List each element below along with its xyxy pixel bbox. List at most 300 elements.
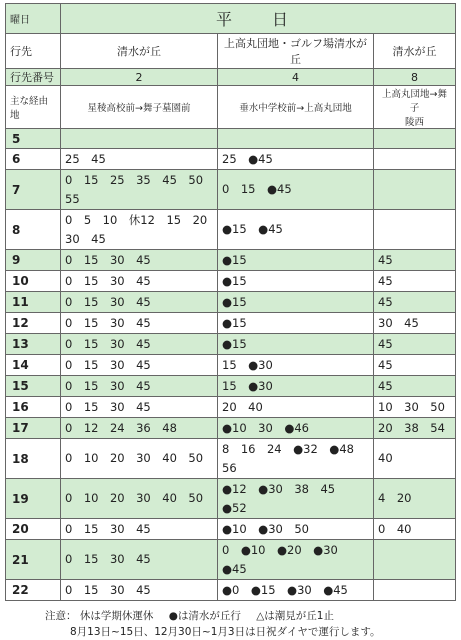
timetable-row-18	[6, 439, 456, 479]
departure-times-route-1	[61, 540, 218, 580]
departure-time: 45	[136, 315, 151, 330]
departure-time: 45	[136, 273, 151, 288]
departure-time: ●15	[222, 294, 247, 309]
departure-time: 45	[320, 481, 336, 496]
footnote-line-2: 8月13日~15日、12月30日~1月3日は日祝ダイヤで運行します。	[70, 626, 381, 638]
departure-times-route-3	[374, 250, 456, 271]
departure-time: 0	[65, 399, 73, 414]
departure-time: 20	[109, 451, 125, 465]
departure-time: 45	[136, 521, 151, 536]
departure-time: 15	[83, 521, 99, 536]
hour-label: 6	[6, 149, 61, 170]
departure-time: 45	[136, 294, 151, 309]
departure-time: 45	[378, 273, 393, 288]
departure-time: ●30	[248, 378, 273, 393]
destination-number-3: 8	[374, 69, 456, 86]
departure-time: 0	[65, 294, 73, 309]
hour-label: 22	[6, 580, 61, 601]
departure-times-route-2	[218, 355, 374, 376]
departure-time: 45	[136, 582, 151, 597]
departure-times-route-3	[374, 149, 456, 170]
hour-label: 12	[6, 313, 61, 334]
hour-label: 19	[6, 479, 61, 519]
departure-times-route-1	[61, 210, 218, 250]
departure-times-route-3	[374, 129, 456, 149]
departure-line	[65, 230, 213, 249]
departure-time: 15	[240, 182, 256, 196]
departure-time: 20	[192, 212, 208, 227]
departure-line	[378, 272, 451, 291]
departure-time: 30	[109, 521, 125, 536]
footnote-triangle-legend: △は潮見が丘1止	[256, 610, 334, 622]
departure-time: 30	[109, 399, 125, 414]
footnote-label: 注意：	[45, 610, 77, 622]
departure-time: 15	[83, 315, 99, 330]
departure-time: 10	[102, 212, 118, 227]
departure-times-route-3	[374, 271, 456, 292]
departure-line	[222, 499, 369, 518]
timetable-row-7	[6, 170, 456, 210]
departure-time: 30	[258, 420, 273, 435]
timetable	[5, 3, 456, 601]
departure-time: 0	[65, 378, 73, 393]
via-col-1: 星稜高校前→舞子墓園前	[61, 86, 218, 129]
departure-time: 0	[65, 451, 73, 465]
departure-line	[222, 356, 369, 375]
departure-line	[222, 541, 369, 560]
departure-time: 50	[294, 521, 309, 536]
departure-times-route-3	[374, 519, 456, 540]
departure-times-route-1	[61, 376, 218, 397]
departure-time: 0	[222, 182, 230, 196]
departure-time: 30	[378, 315, 393, 330]
departure-time: 45	[136, 552, 151, 566]
departure-time: 45	[91, 151, 106, 166]
departure-line	[65, 581, 213, 600]
day-type-value: 平 日	[61, 4, 456, 34]
departure-time: 8	[222, 441, 230, 456]
departure-time: 45	[404, 315, 419, 330]
hour-label: 16	[6, 397, 61, 418]
departure-time: ●45	[323, 582, 348, 597]
via-col-3: 上高丸団地→舞子 陵西	[374, 86, 456, 129]
departure-times-route-1	[61, 519, 218, 540]
destination-number-label: 行先番号	[6, 69, 61, 86]
departure-time: 35	[136, 172, 151, 187]
departure-time: 10	[378, 399, 393, 414]
departure-time: 15	[83, 252, 99, 267]
departure-time: 30	[136, 491, 151, 505]
departure-times-route-3	[374, 170, 456, 210]
departure-time: 45	[378, 294, 393, 309]
departure-time: 30	[109, 582, 125, 597]
hour-label: 13	[6, 334, 61, 355]
departure-time: ●32	[293, 441, 318, 456]
footnote-dot-legend: ●は清水が丘行	[168, 610, 241, 622]
departure-line	[222, 560, 369, 579]
departure-line	[65, 251, 213, 270]
departure-time: ●30	[258, 521, 283, 536]
destination-col-3: 清水が丘	[374, 34, 456, 69]
departure-line	[65, 520, 213, 539]
departure-time: 休12	[128, 212, 155, 227]
departure-time: ●30	[313, 542, 338, 557]
departure-time: 45	[136, 357, 151, 372]
departure-time: 0	[65, 315, 73, 330]
departure-time: 0	[65, 521, 73, 536]
departure-times-route-3	[374, 540, 456, 580]
departure-line	[378, 489, 451, 508]
departure-time: 30	[109, 294, 125, 309]
departure-time: 0	[65, 552, 73, 566]
departure-line	[222, 272, 369, 291]
departure-times-route-1	[61, 479, 218, 519]
departure-time: 45	[136, 399, 151, 414]
departure-time: 15	[83, 172, 99, 187]
timetable-row-17	[6, 418, 456, 439]
departure-time: 0	[65, 252, 73, 267]
departure-line	[378, 293, 451, 312]
departure-line	[65, 190, 213, 209]
departure-time: 30	[109, 252, 125, 267]
timetable-row-14	[6, 355, 456, 376]
departure-times-route-1	[61, 334, 218, 355]
departure-line	[222, 419, 369, 438]
departure-line	[222, 251, 369, 270]
departure-line	[65, 150, 213, 169]
via-label: 主な経由地	[6, 86, 61, 129]
departure-time: 55	[65, 191, 80, 206]
departure-time: 0	[222, 542, 230, 557]
hour-label: 20	[6, 519, 61, 540]
departure-time: 40	[162, 451, 177, 465]
departure-line	[378, 251, 451, 270]
departure-times-route-2	[218, 250, 374, 271]
departure-time: 0	[65, 420, 73, 435]
departure-time: 45	[91, 231, 106, 246]
departure-time: 54	[430, 420, 445, 435]
hour-label: 14	[6, 355, 61, 376]
departure-times-route-2	[218, 519, 374, 540]
departure-times-route-2	[218, 580, 374, 601]
hour-label: 17	[6, 418, 61, 439]
departure-times-route-2	[218, 149, 374, 170]
departure-line	[222, 480, 369, 499]
departure-line	[65, 419, 213, 438]
departure-time: 45	[378, 252, 393, 267]
departure-time: 45	[162, 172, 177, 187]
departure-time: ●12	[222, 481, 247, 496]
departure-time: ●10	[240, 542, 266, 557]
departure-time: 38	[404, 420, 419, 435]
timetable-row-20	[6, 519, 456, 540]
departure-time: ●45	[266, 182, 292, 196]
departure-line	[378, 314, 451, 333]
departure-time: 15	[83, 552, 99, 566]
timetable-row-10	[6, 271, 456, 292]
departure-line	[222, 180, 369, 199]
departure-times-route-1	[61, 313, 218, 334]
departure-times-route-1	[61, 580, 218, 601]
departure-times-route-2	[218, 418, 374, 439]
departure-time: 40	[162, 491, 177, 505]
departure-time: 15	[83, 336, 99, 351]
departure-times-route-3	[374, 397, 456, 418]
departure-line	[65, 314, 213, 333]
departure-times-route-1	[61, 250, 218, 271]
departure-line	[222, 150, 369, 169]
departure-times-route-2	[218, 210, 374, 250]
departure-time: 50	[188, 172, 204, 187]
departure-time: 30	[109, 552, 125, 566]
departure-time: 45	[378, 357, 393, 372]
departure-time: 0	[65, 212, 73, 227]
departure-line	[378, 449, 451, 468]
footnote-line-1	[45, 608, 381, 624]
departure-times-route-3	[374, 334, 456, 355]
timetable-row-12	[6, 313, 456, 334]
departure-time: 45	[136, 378, 151, 393]
departure-line	[222, 459, 369, 478]
departure-time: 0	[65, 336, 73, 351]
departure-time: 24	[266, 441, 282, 456]
departure-times-route-3	[374, 479, 456, 519]
timetable-row-8	[6, 210, 456, 250]
departure-time: 30	[109, 336, 125, 351]
departure-line	[378, 377, 451, 396]
departure-time: 0	[65, 491, 73, 505]
departure-time: 36	[136, 420, 151, 435]
departure-time: 10	[83, 451, 99, 465]
departure-time: ●10	[222, 521, 247, 536]
timetable-row-5	[6, 129, 456, 149]
departure-line	[65, 377, 213, 396]
departure-time: 30	[404, 399, 419, 414]
departure-time: 20	[109, 491, 125, 505]
timetable-row-15	[6, 376, 456, 397]
departure-time: 15	[83, 273, 99, 288]
hour-label: 5	[6, 129, 61, 149]
departure-time: ●15	[222, 252, 247, 267]
departure-times-route-2	[218, 439, 374, 479]
timetable-row-6	[6, 149, 456, 170]
departure-time: 12	[83, 420, 99, 435]
departure-times-route-3	[374, 210, 456, 250]
departure-line	[378, 398, 451, 417]
departure-time: 30	[65, 231, 80, 246]
departure-time: 0	[65, 582, 73, 597]
departure-time: ●0	[222, 582, 240, 597]
departure-time: ●15	[250, 582, 276, 597]
departure-line	[378, 356, 451, 375]
departure-time: 0	[65, 172, 73, 187]
departure-line	[65, 293, 213, 312]
departure-line	[378, 419, 451, 438]
departure-line	[378, 335, 451, 354]
departure-time: ●52	[222, 500, 247, 515]
departure-time: 0	[378, 521, 386, 536]
departure-time: 15	[83, 294, 99, 309]
departure-time: 40	[396, 521, 412, 536]
destination-number-2: 4	[218, 69, 374, 86]
departure-line	[378, 520, 451, 539]
departure-time: 50	[188, 491, 204, 505]
hour-label: 8	[6, 210, 61, 250]
departure-times-route-3	[374, 292, 456, 313]
departure-times-route-3	[374, 355, 456, 376]
departure-time: 30	[109, 357, 125, 372]
departure-time: 15	[222, 378, 237, 393]
departure-time: 15	[166, 212, 182, 227]
via-col-2: 垂水中学校前→上高丸団地	[218, 86, 374, 129]
hour-label: 18	[6, 439, 61, 479]
departure-line	[65, 398, 213, 417]
footnote	[45, 608, 381, 640]
departure-line	[222, 398, 369, 417]
departure-times-route-3	[374, 580, 456, 601]
departure-times-route-1	[61, 149, 218, 170]
hour-label: 15	[6, 376, 61, 397]
departure-line	[65, 171, 213, 190]
departure-time: ●45	[222, 561, 247, 576]
departure-time: 16	[240, 441, 256, 456]
departure-time: 45	[378, 336, 393, 351]
departure-line	[65, 335, 213, 354]
departure-time: 20	[222, 399, 237, 414]
departure-line	[222, 440, 369, 459]
departure-time: 10	[83, 491, 99, 505]
departure-time: ●30	[287, 582, 312, 597]
departure-time: 56	[222, 460, 237, 475]
departure-line	[65, 489, 213, 508]
departure-time: ●46	[284, 420, 309, 435]
departure-times-route-2	[218, 170, 374, 210]
departure-times-route-1	[61, 271, 218, 292]
departure-time: ●45	[258, 222, 283, 236]
timetable-row-16	[6, 397, 456, 418]
departure-times-route-1	[61, 170, 218, 210]
timetable-row-21	[6, 540, 456, 580]
departure-line	[222, 335, 369, 354]
timetable-row-19	[6, 479, 456, 519]
departure-time: ●30	[258, 481, 283, 496]
departure-time: ●20	[277, 542, 302, 557]
departure-time: ●15	[222, 315, 247, 330]
departure-times-route-1	[61, 129, 218, 149]
departure-time: 45	[378, 378, 393, 393]
departure-times-route-2	[218, 376, 374, 397]
departure-times-route-1	[61, 397, 218, 418]
departure-time: 50	[430, 399, 445, 414]
departure-times-route-2	[218, 397, 374, 418]
departure-time: 15	[83, 357, 99, 372]
departure-time: 40	[378, 451, 393, 465]
departure-time: 30	[109, 273, 125, 288]
departure-time: 48	[162, 420, 177, 435]
departure-time: 25	[222, 151, 237, 166]
departure-time: ●15	[222, 336, 247, 351]
departure-times-route-1	[61, 292, 218, 313]
departure-time: 4	[378, 491, 386, 505]
departure-time: 24	[109, 420, 125, 435]
departure-time: 45	[136, 252, 151, 267]
departure-line	[65, 550, 213, 569]
departure-time: 15	[222, 357, 237, 372]
departure-line	[65, 356, 213, 375]
departure-time: 30	[109, 315, 125, 330]
destination-label: 行先	[6, 34, 61, 69]
departure-time: 15	[83, 378, 99, 393]
departure-time: 20	[396, 491, 412, 505]
departure-time: 15	[83, 399, 99, 414]
departure-times-route-2	[218, 479, 374, 519]
departure-line	[65, 211, 213, 230]
departure-times-route-1	[61, 355, 218, 376]
departure-times-route-2	[218, 313, 374, 334]
hour-label: 9	[6, 250, 61, 271]
destination-col-1: 清水が丘	[61, 34, 218, 69]
departure-time: 40	[248, 399, 263, 414]
departure-times-route-3	[374, 418, 456, 439]
departure-line	[65, 272, 213, 291]
departure-line	[222, 520, 369, 539]
departure-times-route-3	[374, 376, 456, 397]
departure-times-route-2	[218, 540, 374, 580]
departure-time: 0	[65, 273, 73, 288]
timetable-row-13	[6, 334, 456, 355]
footnote-closed: 休は学期休運休	[79, 610, 154, 622]
departure-time: ●48	[329, 441, 354, 456]
departure-time: ●15	[222, 222, 247, 236]
departure-times-route-2	[218, 334, 374, 355]
departure-time: 20	[378, 420, 393, 435]
hour-label: 11	[6, 292, 61, 313]
hour-label: 10	[6, 271, 61, 292]
departure-time: 30	[136, 451, 151, 465]
departure-time: 5	[83, 212, 92, 227]
departure-times-route-3	[374, 439, 456, 479]
timetable-row-22	[6, 580, 456, 601]
departure-time: 50	[188, 451, 204, 465]
departure-line	[222, 314, 369, 333]
day-type-label: 曜日	[6, 4, 61, 34]
departure-time: 15	[83, 582, 99, 597]
departure-time: 25	[109, 172, 125, 187]
departure-times-route-1	[61, 439, 218, 479]
departure-time: 45	[136, 336, 151, 351]
departure-line	[65, 449, 213, 468]
timetable-row-9	[6, 250, 456, 271]
departure-time: 25	[65, 151, 80, 166]
departure-line	[222, 293, 369, 312]
departure-time: ●30	[248, 357, 273, 372]
departure-time: ●45	[248, 151, 273, 166]
departure-time: ●10	[222, 420, 247, 435]
hour-label: 7	[6, 170, 61, 210]
departure-times-route-2	[218, 271, 374, 292]
departure-line	[222, 220, 369, 239]
departure-times-route-1	[61, 418, 218, 439]
departure-line	[222, 581, 369, 600]
departure-times-route-2	[218, 129, 374, 149]
timetable-sheet	[5, 3, 456, 601]
departure-times-route-3	[374, 313, 456, 334]
departure-time: 30	[109, 378, 125, 393]
destination-col-2: 上高丸団地・ゴルフ場清水が丘	[218, 34, 374, 69]
departure-time: 0	[65, 357, 73, 372]
departure-time: 38	[294, 481, 309, 496]
hour-label: 21	[6, 540, 61, 580]
